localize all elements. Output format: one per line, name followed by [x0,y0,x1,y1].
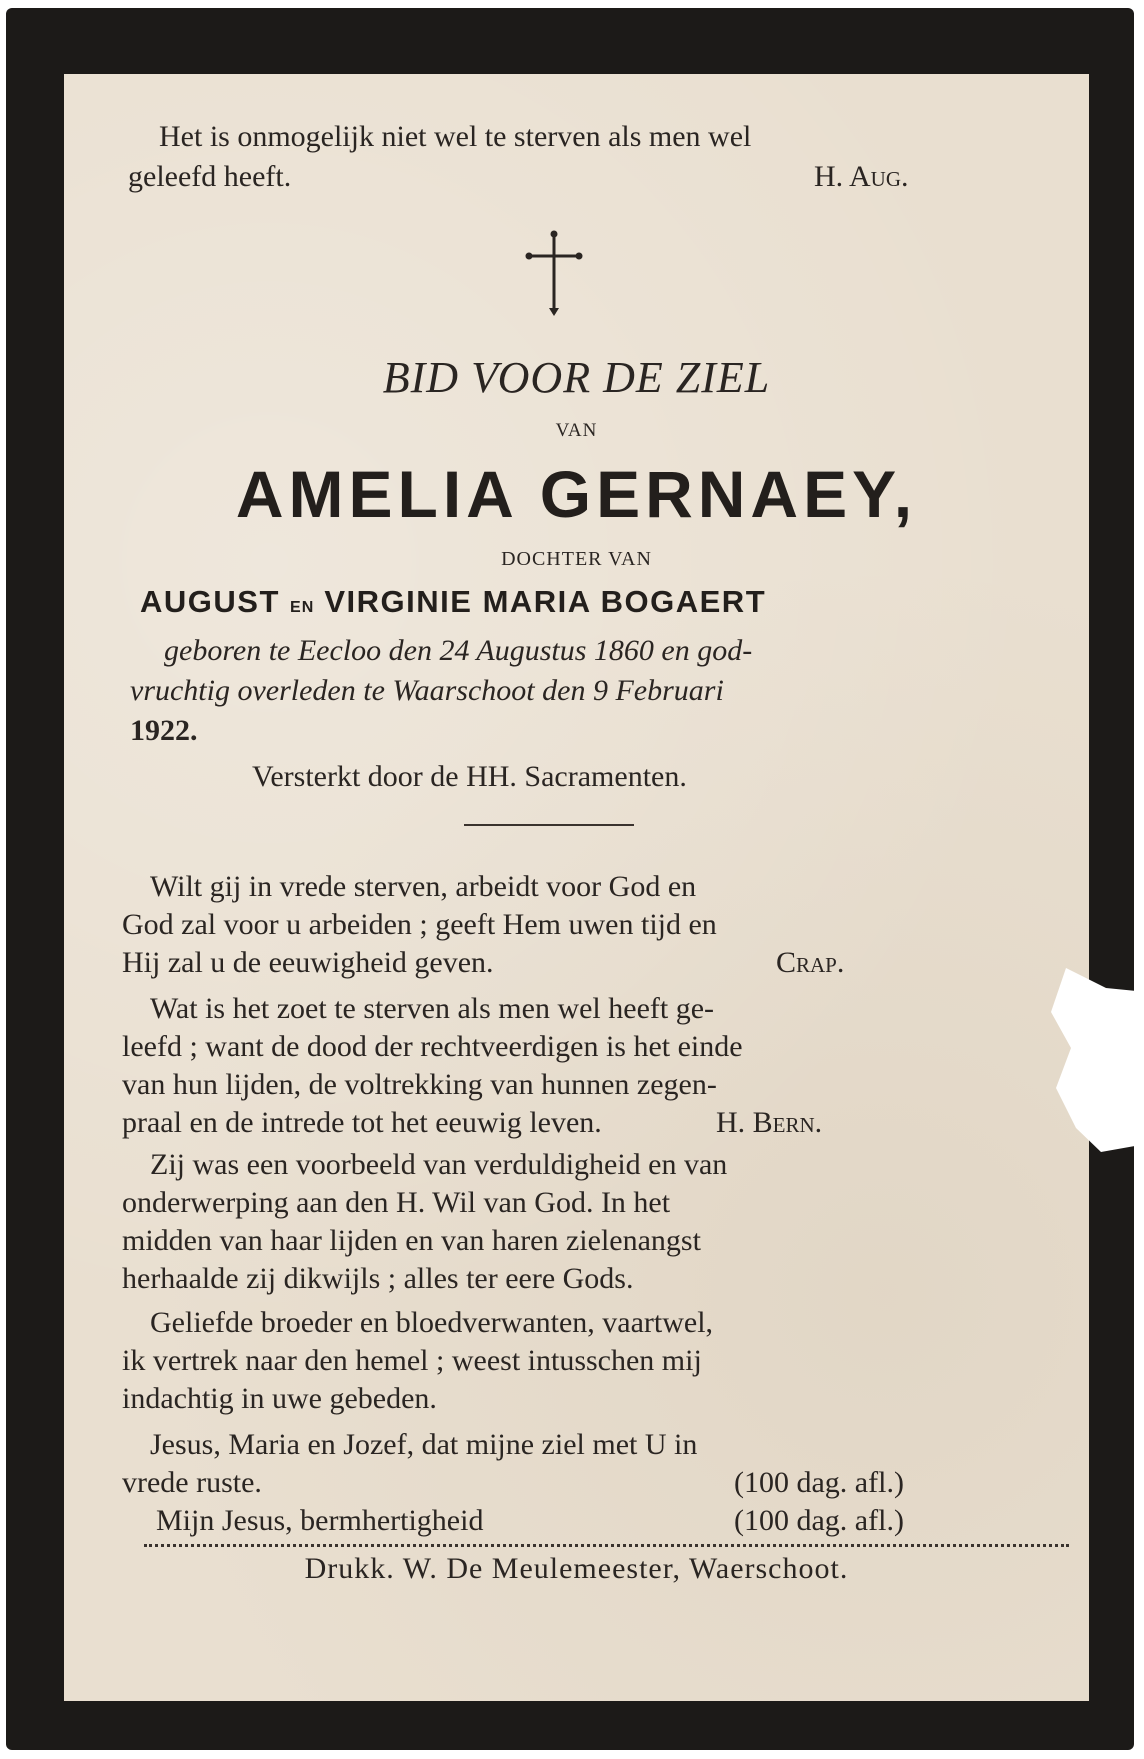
para-1-line-2: God zal voor u arbeiden ; geeft Hem uwen tijd en [122,908,717,941]
birth-line-1: geboren te Eecloo den 24 Augustus 1860 en god- [164,634,753,667]
para-1-line-3: Hij zal u de eeuwigheid geven. [122,946,494,979]
printer-credit: Drukk. W. De Meulemeester, Waerschoot. [304,1552,849,1585]
birth-line-2: vruchtig overleden te Waarschoot den 9 Februari [130,674,724,707]
para-2-line-1: Wat is het zoet te sterven als men wel heeft ge- [150,992,715,1025]
divider [464,824,634,826]
mother-name: VIRGINIE MARIA BOGAERT [324,584,767,619]
father-name: AUGUST [140,584,280,619]
epigraph-line-1: Het is onmogelijk niet wel te sterven als men wel [159,120,752,153]
prayer-2-indulgence: (100 dag. afl.) [734,1504,904,1537]
para-2-line-2: leefd ; want de dood der rechtveerdigen is het einde [122,1030,743,1063]
epigraph-line-2: geleefd heeft. [128,160,292,193]
card-paper [64,74,1089,1701]
van-label: VAN [555,420,598,441]
dochter-van-label: DOCHTER VAN [501,548,652,570]
prayer-1-indulgence: (100 dag. afl.) [734,1466,904,1499]
heading: BID VOOR DE ZIEL [382,353,771,402]
parents-line [140,584,766,620]
para-4-line-1: Geliefde broeder en bloedverwanten, vaartwel, [150,1306,714,1339]
parents-conjunction: EN [290,599,315,616]
para-2-line-4: praal en de intrede tot het eeuwig leven. [122,1106,602,1139]
para-1-line-1: Wilt gij in vrede sterven, arbeidt voor God en [150,870,697,903]
birth-line-3: 1922. [130,714,198,747]
para-2-line-3: van hun lijden, de voltrekking van hunnen zegen- [122,1068,717,1101]
para-4-line-2: ik vertrek naar den hemel ; weest intusschen mij [122,1344,702,1377]
prayer-1-line-2: vrede ruste. [122,1466,262,1499]
para-1-source: Crap. [776,946,845,979]
prayer-2-line-1: Mijn Jesus, bermhertigheid [156,1504,484,1537]
sacraments-line: Versterkt door de HH. Sacramenten. [252,760,687,793]
epigraph-source: H. Aug. [814,160,909,193]
para-4-line-3: indachtig in uwe gebeden. [122,1382,437,1415]
latin-cross-icon [524,230,584,316]
memorial-card [6,8,1134,1750]
dotted-divider [144,1544,1069,1547]
para-2-source: H. Bern. [716,1106,823,1139]
para-3-line-3: midden van haar lijden en van haren zielenangst [122,1224,701,1257]
prayer-1-line-1: Jesus, Maria en Jozef, dat mijne ziel met U in [150,1428,698,1461]
para-3-line-1: Zij was een voorbeeld van verduldigheid en van [150,1148,728,1181]
para-3-line-4: herhaalde zij dikwijls ; alles ter eere Gods. [122,1262,634,1295]
para-3-line-2: onderwerping aan den H. Wil van God. In het [122,1186,671,1219]
deceased-name: AMELIA GERNAEY, [235,457,918,531]
